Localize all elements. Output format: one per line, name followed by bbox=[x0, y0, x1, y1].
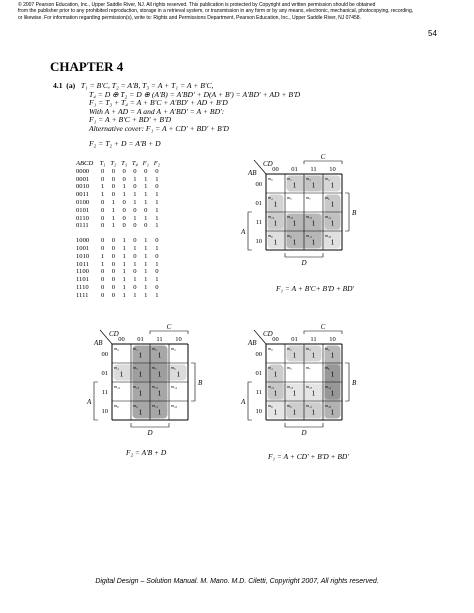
kmap-caption: F₂ = A'B + D bbox=[126, 448, 167, 457]
cell-value: 1 bbox=[157, 407, 162, 417]
cell-value: 1 bbox=[311, 180, 316, 190]
truth-table-row bbox=[76, 268, 162, 276]
truth-table-header-cell: T₁ bbox=[99, 160, 106, 167]
truth-table-cell: 0 bbox=[111, 183, 115, 191]
truth-table-cell: 1 bbox=[155, 244, 159, 252]
label-a: A bbox=[241, 228, 246, 236]
row-code: 11 bbox=[255, 219, 262, 226]
truth-table-cell: 0110 bbox=[76, 214, 89, 222]
truth-table-row bbox=[76, 191, 162, 199]
truth-table-row bbox=[76, 245, 162, 253]
kmap-f1-primary bbox=[238, 152, 368, 282]
minterm-label: m₁₂ bbox=[268, 214, 275, 219]
truth-table-cell: 0 bbox=[144, 222, 148, 230]
truth-table-cell: 0 bbox=[133, 237, 137, 245]
c-bracket bbox=[304, 331, 342, 334]
minterm-label: m₁ bbox=[287, 176, 292, 181]
cell-value: 1 bbox=[138, 407, 143, 417]
truth-table-cell: 0 bbox=[111, 276, 115, 284]
truth-table-cell: 0 bbox=[133, 268, 137, 276]
minterm-label: m₆ bbox=[325, 365, 330, 370]
truth-table-cell: 1 bbox=[133, 276, 137, 284]
truth-table-cell: 1 bbox=[111, 206, 115, 214]
minterm-label: m₇ bbox=[306, 365, 311, 370]
truth-table-row bbox=[76, 176, 162, 184]
cell-value: 1 bbox=[176, 369, 181, 379]
minterm-label: m₁₄ bbox=[325, 214, 332, 219]
d-bracket bbox=[131, 423, 169, 427]
d-bracket bbox=[285, 423, 323, 427]
truth-table-cell: 1 bbox=[111, 222, 115, 230]
cell-value: 1 bbox=[157, 369, 162, 379]
truth-table-cell: 1 bbox=[155, 260, 159, 268]
row-code: 01 bbox=[101, 370, 108, 377]
truth-table-row bbox=[76, 253, 162, 261]
cell-value: 1 bbox=[292, 407, 297, 417]
equation-line: T₄ = D ⊕ T₂ = D ⊕ (A'B) = A'BD' + D(A + B') = A'BD' + AD + B'D bbox=[89, 89, 301, 99]
label-d: D bbox=[147, 429, 153, 437]
cell-value: 1 bbox=[330, 407, 335, 417]
row-code: 00 bbox=[101, 351, 108, 358]
truth-table-cell: 0 bbox=[100, 276, 105, 284]
row-code: 10 bbox=[101, 408, 108, 415]
footer-citation: Digital Design – Solution Manual. M. Mano. M.D. Ciletti, Copyright 2007, All rights reserved. bbox=[95, 578, 379, 585]
truth-table-cell: 1 bbox=[155, 291, 159, 299]
truth-table-cell: 1000 bbox=[76, 237, 90, 245]
c-bracket bbox=[150, 331, 188, 334]
chapter-title: CHAPTER 4 bbox=[50, 59, 124, 74]
truth-table-cell: 0010 bbox=[76, 183, 90, 191]
cell-value: 1 bbox=[273, 218, 278, 228]
cell-value: 1 bbox=[330, 388, 335, 398]
column-code: 00 bbox=[118, 336, 125, 343]
minterm-label: m₈ bbox=[268, 233, 273, 238]
truth-table-row bbox=[76, 284, 162, 292]
truth-table-cell: 1 bbox=[144, 260, 148, 268]
b-bracket bbox=[345, 193, 349, 231]
truth-table-cell: 0 bbox=[100, 268, 105, 276]
truth-table bbox=[76, 160, 162, 300]
truth-table-cell: 1 bbox=[144, 252, 148, 260]
corner-ab-label: AB bbox=[248, 169, 257, 177]
truth-table-cell: 1 bbox=[133, 244, 137, 252]
minterm-label: m₁₂ bbox=[114, 384, 121, 389]
equation-line: T₁ = B'C, T₂ = A'B, T₃ = A + T₁ = A + B'C, bbox=[80, 81, 214, 90]
minterm-label: m₁₁ bbox=[306, 233, 313, 238]
truth-table-cell: 1 bbox=[144, 191, 148, 199]
column-code: 10 bbox=[329, 166, 336, 173]
truth-table-cell: 1 bbox=[100, 260, 105, 268]
truth-table-cell: 1 bbox=[155, 276, 159, 284]
label-a: A bbox=[241, 398, 246, 406]
cell-value: 1 bbox=[273, 199, 278, 209]
minterm-label: m₁ bbox=[287, 346, 292, 351]
kmap-caption: F₁ = A + CD' + B'D + BD' bbox=[268, 452, 349, 461]
truth-table-cell: 1 bbox=[144, 283, 148, 291]
label-a: A bbox=[87, 398, 92, 406]
corner-cd-label: CD bbox=[263, 330, 273, 338]
truth-table-row bbox=[76, 207, 162, 215]
minterm-label: m₈ bbox=[268, 403, 273, 408]
minterm-label: m₅ bbox=[287, 365, 292, 370]
cell-value: 1 bbox=[311, 350, 316, 360]
truth-table-cell: 0 bbox=[133, 222, 137, 230]
truth-table-cell: 1 bbox=[122, 260, 126, 268]
truth-table-cell: 0011 bbox=[76, 191, 89, 199]
row-code: 11 bbox=[255, 389, 262, 396]
truth-table-cell: 0 bbox=[122, 206, 126, 214]
label-c: C bbox=[320, 153, 326, 161]
truth-table-row bbox=[76, 292, 162, 300]
minterm-label: m₅ bbox=[133, 365, 138, 370]
truth-table-cell: 0 bbox=[100, 167, 105, 175]
copyright-line: from the publisher prior to any prohibited reproduction, storage in a retrieval system, or transmission in any form or by any means, electronic, mechanical, photocopying, recording, bbox=[18, 8, 414, 15]
solution-text bbox=[53, 82, 300, 148]
corner-ab-label: AB bbox=[94, 339, 103, 347]
minterm-label: m₁₃ bbox=[287, 214, 294, 219]
truth-table-row bbox=[76, 183, 162, 191]
truth-table-cell: 0 bbox=[122, 214, 126, 222]
cell-value: 1 bbox=[138, 350, 143, 360]
column-code: 10 bbox=[175, 336, 182, 343]
truth-table-header-cell: F₂ bbox=[153, 160, 161, 167]
minterm-label: m₂ bbox=[325, 346, 330, 351]
truth-table-row bbox=[76, 168, 162, 176]
row-code: 10 bbox=[255, 408, 262, 415]
minterm-label: m₈ bbox=[114, 403, 119, 408]
column-code: 11 bbox=[310, 336, 317, 343]
truth-table-cell: 1 bbox=[122, 244, 126, 252]
truth-table-cell: 0 bbox=[100, 283, 105, 291]
truth-table-cell: 0 bbox=[133, 183, 137, 191]
minterm-label: m₁₃ bbox=[287, 384, 294, 389]
truth-table-cell: 0 bbox=[100, 206, 105, 214]
truth-table-cell: 0 bbox=[155, 252, 159, 260]
minterm-label: m₆ bbox=[325, 195, 330, 200]
truth-table-cell: 0 bbox=[111, 175, 115, 183]
truth-table-cell: 1 bbox=[133, 191, 137, 199]
page-number: 54 bbox=[428, 29, 437, 38]
row-code: 00 bbox=[255, 181, 262, 188]
truth-table-cell: 1 bbox=[155, 206, 159, 214]
truth-table-cell: 0 bbox=[122, 198, 126, 206]
b-bracket bbox=[345, 363, 349, 401]
kmap-f2 bbox=[84, 322, 214, 452]
equation-line: Alternative cover: F₁ = A + CD' + BD' + B'D bbox=[89, 123, 229, 133]
minterm-label: m₉ bbox=[133, 403, 138, 408]
truth-table-cell: 1 bbox=[144, 198, 148, 206]
minterm-label: m₉ bbox=[287, 233, 292, 238]
truth-table-cell: 1 bbox=[155, 214, 159, 222]
truth-table-cell: 0 bbox=[133, 206, 137, 214]
column-code: 01 bbox=[291, 336, 298, 343]
truth-table-header-cell: F₁ bbox=[142, 160, 149, 167]
label-c: C bbox=[320, 323, 326, 331]
truth-table-cell: 0 bbox=[122, 222, 126, 230]
minterm-label: m₇ bbox=[306, 195, 311, 200]
b-bracket bbox=[191, 363, 195, 401]
column-code: 11 bbox=[156, 336, 163, 343]
f2-equation: F₂ = T₂ + D = A'B + D bbox=[89, 138, 161, 148]
minterm-label: m₁₁ bbox=[152, 403, 159, 408]
truth-table-cell: 1 bbox=[133, 175, 137, 183]
cell-value: 1 bbox=[311, 237, 316, 247]
a-bracket bbox=[248, 212, 252, 250]
minterm-label: m₀ bbox=[268, 176, 273, 181]
column-code: 01 bbox=[137, 336, 144, 343]
minterm-label: m₁₅ bbox=[306, 384, 313, 389]
cell-value: 1 bbox=[273, 237, 278, 247]
truth-table-cell: 1 bbox=[133, 214, 137, 222]
equation-line: With A + AD = A and A + A'BD' = A + BD': bbox=[89, 106, 225, 116]
truth-table-cell: 1111 bbox=[76, 291, 89, 299]
truth-table-cell: 1110 bbox=[76, 283, 89, 291]
truth-table-cell: 0 bbox=[100, 198, 105, 206]
c-bracket bbox=[304, 161, 342, 164]
row-code: 01 bbox=[255, 200, 262, 207]
label-d: D bbox=[301, 429, 307, 437]
cell-value: 1 bbox=[311, 407, 316, 417]
row-code: 01 bbox=[255, 370, 262, 377]
a-bracket bbox=[248, 382, 252, 420]
truth-table-cell: 1 bbox=[122, 276, 126, 284]
truth-table-cell: 1 bbox=[111, 214, 115, 222]
truth-table-cell: 0100 bbox=[76, 198, 90, 206]
truth-table-cell: 0 bbox=[111, 260, 115, 268]
corner-cd-label: CD bbox=[263, 160, 273, 168]
truth-table-cell: 1 bbox=[133, 260, 137, 268]
d-bracket bbox=[285, 253, 323, 257]
cell-value: 1 bbox=[330, 369, 335, 379]
truth-table-cell: 0 bbox=[111, 252, 115, 260]
truth-table-cell: 1 bbox=[133, 291, 137, 299]
truth-table-cell: 0 bbox=[100, 291, 105, 299]
cell-value: 1 bbox=[273, 369, 278, 379]
a-bracket bbox=[94, 382, 98, 420]
minterm-label: m₁₄ bbox=[171, 384, 178, 389]
row-code: 11 bbox=[101, 389, 108, 396]
problem-part: (a) bbox=[66, 81, 76, 90]
truth-table-cell: 1 bbox=[122, 291, 126, 299]
truth-table-cell: 0111 bbox=[76, 222, 89, 230]
minterm-label: m₁₀ bbox=[171, 403, 178, 408]
truth-table-cell: 0 bbox=[122, 175, 126, 183]
label-b: B bbox=[352, 379, 357, 387]
truth-table-header-cell: ABCD bbox=[76, 160, 94, 167]
cell-value: 1 bbox=[273, 388, 278, 398]
cell-value: 1 bbox=[138, 388, 143, 398]
minterm-label: m₅ bbox=[287, 195, 292, 200]
cell-value: 1 bbox=[311, 388, 316, 398]
truth-table-cell: 1 bbox=[111, 198, 115, 206]
minterm-label: m₁₄ bbox=[325, 384, 332, 389]
cell-value: 1 bbox=[273, 407, 278, 417]
truth-table-cell: 1 bbox=[144, 237, 148, 245]
minterm-label: m₀ bbox=[268, 346, 273, 351]
minterm-label: m₁₅ bbox=[306, 214, 313, 219]
copyright-line: © 2007 Pearson Education, Inc., Upper Saddle River, NJ. All rights reserved. This publication is protected by Copyright and written permission should be obtained bbox=[18, 2, 376, 8]
row-code: 00 bbox=[255, 351, 262, 358]
problem-number: 4.1 bbox=[53, 81, 63, 90]
cell-value: 1 bbox=[292, 237, 297, 247]
truth-table-cell: 0 bbox=[144, 206, 148, 214]
truth-table-cell: 0 bbox=[111, 244, 115, 252]
cell-value: 1 bbox=[292, 180, 297, 190]
cell-value: 1 bbox=[292, 350, 297, 360]
equation-line: F₁ = A + B'C + BD' + B'D bbox=[89, 115, 172, 125]
truth-table-cell: 0101 bbox=[76, 206, 90, 214]
minterm-label: m₁₅ bbox=[152, 384, 159, 389]
minterm-label: m₄ bbox=[268, 195, 273, 200]
truth-table-cell: 1 bbox=[144, 214, 148, 222]
equation-line: F₁ = T₃ + T₄ = A + B'C + A'BD' + AD + B'D bbox=[89, 98, 228, 108]
corner-cd-label: CD bbox=[109, 330, 119, 338]
truth-table-cell: 1 bbox=[155, 191, 159, 199]
truth-table-cell: 1010 bbox=[76, 252, 90, 260]
minterm-label: m₄ bbox=[268, 365, 273, 370]
truth-table-cell: 0 bbox=[111, 283, 115, 291]
cell-value: 1 bbox=[330, 180, 335, 190]
truth-table-cell: 1 bbox=[144, 276, 148, 284]
truth-table-cell: 1 bbox=[144, 183, 148, 191]
column-code: 00 bbox=[272, 336, 279, 343]
table-spacer bbox=[76, 230, 162, 237]
column-code: 00 bbox=[272, 166, 279, 173]
truth-table-cell: 0 bbox=[111, 191, 115, 199]
cell-value: 1 bbox=[138, 369, 143, 379]
minterm-label: m₇ bbox=[152, 365, 157, 370]
minterm-label: m₁₂ bbox=[268, 384, 275, 389]
column-code: 01 bbox=[291, 166, 298, 173]
minterm-label: m₆ bbox=[171, 365, 176, 370]
minterm-label: m₁₀ bbox=[325, 403, 332, 408]
truth-table-cell: 0 bbox=[100, 244, 105, 252]
truth-table-cell: 0 bbox=[155, 283, 159, 291]
truth-table-cell: 1 bbox=[100, 252, 105, 260]
truth-table-cell: 1 bbox=[122, 252, 126, 260]
truth-table-cell: 1 bbox=[122, 268, 126, 276]
truth-table-cell: 1 bbox=[122, 183, 126, 191]
truth-table-cell: 0 bbox=[122, 167, 126, 175]
truth-table-cell: 1001 bbox=[76, 244, 90, 252]
truth-table-cell: 0 bbox=[133, 283, 137, 291]
minterm-label: m₁₃ bbox=[133, 384, 140, 389]
truth-table-cell: 1011 bbox=[76, 260, 89, 268]
truth-table-cell: 1100 bbox=[76, 268, 89, 276]
truth-table-header-cell: T₃ bbox=[121, 160, 128, 167]
truth-table-row bbox=[76, 276, 162, 284]
cell-value: 1 bbox=[292, 388, 297, 398]
minterm-label: m₃ bbox=[152, 346, 157, 351]
kmap-caption: F₁ = A + B'C+ B'D + BD' bbox=[276, 284, 355, 293]
truth-table-header-cell: T₂ bbox=[110, 160, 117, 167]
corner-ab-label: AB bbox=[248, 339, 257, 347]
truth-table-row bbox=[76, 261, 162, 269]
truth-table-cell: 0 bbox=[111, 291, 115, 299]
truth-table-cell: 0000 bbox=[76, 167, 90, 175]
cell-value: 1 bbox=[157, 388, 162, 398]
cell-value: 1 bbox=[292, 218, 297, 228]
truth-table-cell: 1 bbox=[155, 198, 159, 206]
kmap-f1-alternative bbox=[238, 322, 368, 452]
cell-value: 1 bbox=[330, 350, 335, 360]
minterm-label: m₁₀ bbox=[325, 233, 332, 238]
truth-table-cell: 0 bbox=[100, 175, 105, 183]
truth-table-cell: 0 bbox=[100, 222, 105, 230]
minterm-label: m₁₁ bbox=[306, 403, 313, 408]
truth-table-row bbox=[76, 222, 162, 230]
truth-table-cell: 1 bbox=[155, 175, 159, 183]
truth-table-cell: 0 bbox=[111, 268, 115, 276]
column-code: 11 bbox=[310, 166, 317, 173]
truth-table-cell: 0 bbox=[155, 237, 159, 245]
truth-table-row bbox=[76, 215, 162, 223]
column-code: 10 bbox=[329, 336, 336, 343]
truth-table-cell: 0 bbox=[111, 237, 115, 245]
minterm-label: m₁ bbox=[133, 346, 138, 351]
cell-value: 1 bbox=[330, 237, 335, 247]
cell-value: 1 bbox=[119, 369, 124, 379]
truth-table-cell: 1 bbox=[100, 191, 105, 199]
truth-table-cell: 1 bbox=[100, 183, 105, 191]
truth-table-cell: 0 bbox=[133, 167, 137, 175]
truth-table-cell: 0 bbox=[133, 252, 137, 260]
copyright-notice bbox=[18, 2, 438, 21]
truth-table-row bbox=[76, 199, 162, 207]
minterm-label: m₃ bbox=[306, 346, 311, 351]
truth-table-cell: 1 bbox=[144, 175, 148, 183]
truth-table-cell: 1 bbox=[155, 222, 159, 230]
label-d: D bbox=[301, 259, 307, 267]
truth-table-cell: 0 bbox=[155, 268, 159, 276]
truth-table-cell: 1 bbox=[122, 191, 126, 199]
label-b: B bbox=[352, 209, 357, 217]
minterm-label: m₂ bbox=[171, 346, 176, 351]
truth-table-cell: 1 bbox=[144, 244, 148, 252]
minterm-label: m₀ bbox=[114, 346, 119, 351]
truth-table-cell: 1 bbox=[144, 268, 148, 276]
label-b: B bbox=[198, 379, 203, 387]
row-code: 10 bbox=[255, 238, 262, 245]
truth-table-cell: 0 bbox=[155, 167, 159, 175]
truth-table-cell: 1 bbox=[122, 283, 126, 291]
minterm-label: m₄ bbox=[114, 365, 119, 370]
truth-table-header bbox=[76, 160, 162, 168]
copyright-line: or likewise. For information regarding permission(s), write to: Rights and Permissions Department, Pearson Education, Inc., Upper Saddle River, NJ 07458. bbox=[18, 14, 361, 21]
truth-table-cell: 1 bbox=[144, 291, 148, 299]
truth-table-cell: 0 bbox=[100, 237, 105, 245]
minterm-label: m₃ bbox=[306, 176, 311, 181]
truth-table-cell: 0 bbox=[111, 167, 115, 175]
truth-table-cell: 0 bbox=[144, 167, 148, 175]
cell-value: 1 bbox=[311, 218, 316, 228]
truth-table-cell: 1 bbox=[122, 237, 126, 245]
truth-table-cell: 1 bbox=[133, 198, 137, 206]
label-c: C bbox=[166, 323, 172, 331]
minterm-label: m₂ bbox=[325, 176, 330, 181]
truth-table-cell: 0001 bbox=[76, 175, 90, 183]
truth-table-cell: 0 bbox=[155, 183, 159, 191]
truth-table-header-cell: T₄ bbox=[131, 160, 138, 167]
truth-table-cell: 1101 bbox=[76, 276, 89, 284]
minterm-label: m₉ bbox=[287, 403, 292, 408]
cell-value: 1 bbox=[330, 199, 335, 209]
cell-value: 1 bbox=[157, 350, 162, 360]
cell-value: 1 bbox=[330, 218, 335, 228]
truth-table-row bbox=[76, 237, 162, 245]
truth-table-cell: 0 bbox=[100, 214, 105, 222]
